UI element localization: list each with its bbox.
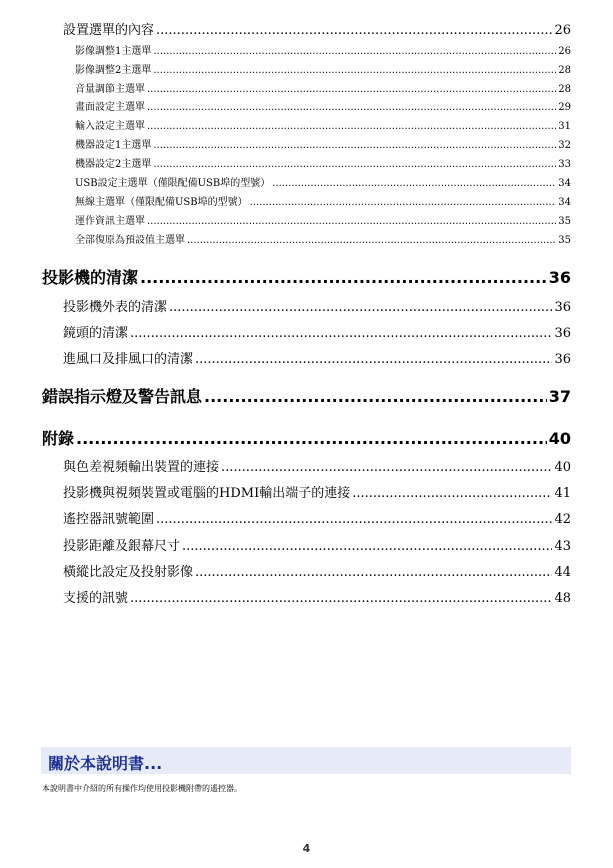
toc-entry-page: 48: [554, 591, 571, 606]
toc-entry[interactable]: [75, 117, 571, 132]
toc-entry[interactable]: [63, 322, 571, 341]
toc-entry-title: 畫面設定主選單: [75, 102, 145, 113]
toc-chapter[interactable]: [42, 426, 571, 449]
toc-leader: [204, 387, 547, 406]
toc-entry[interactable]: [75, 155, 571, 170]
toc-entry-page: 36: [554, 326, 571, 341]
toc-entry-title: 投影機與視頻裝置或電腦的HDMI輸出端子的連接: [63, 486, 351, 501]
toc-entry-title: 音量調節主選單: [75, 84, 145, 95]
toc-entry-page: 32: [558, 140, 571, 151]
toc-entry-page: 28: [558, 84, 571, 95]
toc-leader: [147, 216, 556, 227]
toc-leader: [221, 460, 552, 475]
toc-entry[interactable]: [63, 561, 571, 580]
toc-leader: [147, 102, 556, 113]
toc-entry-title: 影像調整1主選單: [75, 46, 152, 57]
toc-chapter-page: 36: [548, 268, 571, 287]
toc-leader: [195, 352, 552, 367]
toc-entry-page: 34: [558, 178, 571, 189]
toc-leader: [250, 197, 557, 208]
toc-chapter-page: 37: [548, 387, 571, 406]
about-manual-title: 關於本說明書...: [48, 754, 163, 773]
toc-entry[interactable]: [75, 231, 571, 246]
toc-entry-title: 輸入設定主選單: [75, 121, 145, 132]
toc-leader: [156, 512, 552, 527]
toc-entry-title: 遙控器訊號範圍: [63, 512, 155, 527]
toc-entry-page: 26: [554, 23, 571, 38]
toc-entry-page: 33: [558, 159, 571, 170]
toc-leader: [130, 591, 552, 606]
toc-entry-page: 44: [554, 565, 571, 580]
toc-leader: [187, 235, 556, 246]
toc-entry[interactable]: [63, 348, 571, 367]
toc-leader: [130, 326, 552, 341]
toc-entry-page: 29: [558, 102, 571, 113]
toc-leader: [153, 65, 556, 76]
toc-chapter-title: 錯誤指示燈及警告訊息: [42, 387, 203, 406]
toc-chapter-page: 40: [548, 429, 571, 448]
toc-entry[interactable]: [75, 61, 571, 76]
toc-entry[interactable]: [63, 296, 571, 315]
toc-leader: [352, 486, 552, 501]
toc-entry[interactable]: [75, 42, 571, 57]
toc-entry-title: 全部復原為預設值主選單: [75, 235, 185, 246]
toc-entry[interactable]: [75, 136, 571, 151]
toc-entry-page: 31: [558, 121, 571, 132]
toc-entry-page: 26: [558, 46, 571, 57]
toc-entry-page: 28: [558, 65, 571, 76]
toc-entry[interactable]: [63, 456, 571, 475]
toc-entry-page: 43: [554, 539, 571, 554]
toc-entry-title: 運作資訊主選單: [75, 216, 145, 227]
toc-entry-title: 進風口及排風口的清潔: [63, 352, 194, 367]
toc-entry-title: 無線主選單（僅限配備USB埠的型號）: [75, 197, 248, 208]
toc-entry-title: 設置選單的內容: [63, 23, 155, 38]
toc-leader: [147, 84, 556, 95]
toc-entry-title: 機器設定2主選單: [75, 159, 152, 170]
toc-leader: [156, 23, 552, 38]
toc-chapter-title: 投影機的清潔: [42, 268, 139, 287]
toc-entry[interactable]: [63, 19, 571, 38]
toc-entry-title: 投影距離及銀幕尺寸: [63, 539, 181, 554]
toc-entry-title: 支援的訊號: [63, 591, 129, 606]
toc-entry-title: 投影機外表的清潔: [63, 300, 168, 315]
toc-leader: [169, 300, 552, 315]
toc-leader: [153, 159, 556, 170]
toc-entry[interactable]: [75, 212, 571, 227]
toc-entry-title: 鏡頭的清潔: [63, 326, 129, 341]
toc-leader: [182, 539, 552, 554]
toc-entry[interactable]: [63, 535, 571, 554]
toc-entry-page: 40: [554, 460, 571, 475]
toc-leader: [195, 565, 552, 580]
toc-entry-title: 機器設定1主選單: [75, 140, 152, 151]
toc-leader: [147, 121, 556, 132]
toc-entry[interactable]: [75, 174, 571, 189]
toc-entry-title: 橫縱比設定及投射影像: [63, 565, 194, 580]
toc-leader: [272, 178, 556, 189]
toc-entry[interactable]: [75, 98, 571, 113]
toc-entry-title: USB設定主選單（僅限配備USB埠的型號）: [75, 178, 271, 189]
toc-entry[interactable]: [63, 587, 571, 606]
toc-entry-title: 影像調整2主選單: [75, 65, 152, 76]
toc-entry-title: 與色差視頻輸出裝置的連接: [63, 460, 220, 475]
toc-leader: [153, 140, 556, 151]
page-number: 4: [302, 842, 311, 855]
toc-entry-page: 36: [554, 300, 571, 315]
about-manual-text: 本說明書中介紹的所有操作均使用投影機附帶的遙控器。: [42, 784, 242, 793]
toc-entry[interactable]: [63, 482, 571, 501]
toc-entry-page: 41: [554, 486, 571, 501]
toc-chapter-title: 附錄: [42, 429, 75, 448]
toc-entry[interactable]: [75, 80, 571, 95]
toc-leader: [140, 268, 547, 287]
toc-leader: [76, 429, 547, 448]
toc-entry-page: 35: [558, 216, 571, 227]
toc-entry-page: 36: [554, 352, 571, 367]
about-manual-banner: [41, 747, 571, 774]
toc-chapter[interactable]: [42, 384, 571, 407]
toc-entry-page: 42: [554, 512, 571, 527]
toc-chapter[interactable]: [42, 265, 571, 288]
toc-entry-page: 35: [558, 235, 571, 246]
toc-entry[interactable]: [75, 193, 571, 208]
toc-entry[interactable]: [63, 508, 571, 527]
toc-leader: [153, 46, 556, 57]
toc-entry-page: 34: [558, 197, 571, 208]
